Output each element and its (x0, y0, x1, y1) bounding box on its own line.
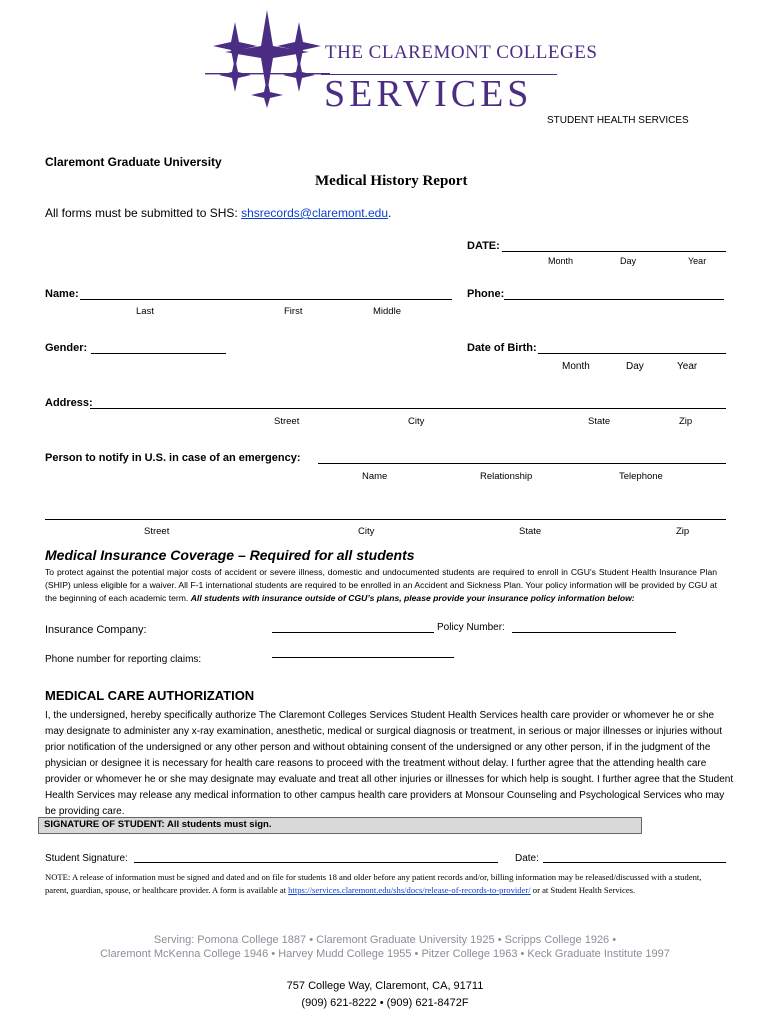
release-form-link[interactable]: https://services.claremont.edu/shs/docs/release-of-records-to-provider/ (288, 884, 531, 895)
insurance-emphasis: All students with insurance outside of CGU’s plans, please provide your insurance policy information below: (190, 593, 635, 603)
date-label: DATE: (467, 240, 500, 252)
dob-field[interactable] (538, 353, 726, 354)
name-label: Name: (45, 288, 79, 300)
dob-label: Date of Birth: (467, 342, 537, 354)
student-signature-field[interactable] (134, 862, 498, 863)
emergency-telephone-label: Telephone (619, 471, 663, 482)
submit-suffix: . (388, 206, 392, 220)
policy-number-label: Policy Number: (437, 622, 505, 633)
signature-bar (38, 817, 642, 834)
emergency-name-label: Name (362, 471, 388, 482)
emergency-state-label: State (519, 526, 542, 537)
address-label: Address: (45, 397, 93, 409)
logo (205, 8, 598, 115)
footer-phones: (909) 621-8222 • (909) 621-8472F (301, 997, 469, 1009)
stars-logo-icon (205, 8, 330, 110)
submit-prefix: All forms must be submitted to SHS: (45, 206, 242, 220)
gender-label: Gender: (45, 342, 88, 354)
emergency-address-field[interactable] (45, 519, 726, 520)
address-state-label: State (588, 416, 611, 427)
emergency-relationship-label: Relationship (480, 471, 533, 482)
logo-line-1: THE CLAREMONT COLLEGES (325, 42, 598, 63)
signature-date-label: Date: (515, 853, 539, 864)
gender-field[interactable] (91, 353, 226, 354)
signature-bar-text: SIGNATURE OF STUDENT: All students must sign. (44, 819, 272, 830)
emergency-city-label: City (358, 526, 375, 537)
date-month-label: Month (548, 256, 574, 266)
emergency-field[interactable] (318, 463, 726, 464)
dob-year-label: Year (677, 361, 698, 372)
release-note (45, 871, 725, 896)
insurance-company-field[interactable] (272, 632, 434, 633)
student-signature-label: Student Signature: (45, 853, 128, 864)
institution-name: Claremont Graduate University (45, 155, 222, 169)
emergency-zip-label: Zip (676, 526, 690, 537)
footer-address: 757 College Way, Claremont, CA, 91711 (286, 980, 484, 992)
phone-label: Phone: (467, 288, 505, 300)
name-field[interactable] (80, 299, 452, 300)
name-middle-label: Middle (373, 306, 401, 317)
name-last-label: Last (136, 306, 154, 317)
name-first-label: First (284, 306, 303, 317)
claims-phone-label: Phone number for reporting claims: (45, 654, 202, 665)
address-city-label: City (408, 416, 425, 427)
phone-field[interactable] (504, 299, 724, 300)
emergency-street-label: Street (144, 526, 170, 537)
insurance-body: To protect against the potential major costs of accident or severe illness, domestic and undocumented students are required to enroll in CGU’s Student Health Insurance Plan (SHIP) unless eligible for a waiver. All F-1 international students are required to be enrolled in an Accident and Sickness Plan. Your policy information will be provided by CGU at the beginning of each academic term. (45, 567, 717, 603)
date-day-label: Day (620, 256, 637, 266)
insurance-company-label: Insurance Company: (45, 624, 147, 636)
signature-date-field[interactable] (543, 862, 726, 863)
date-year-label: Year (688, 256, 707, 266)
page-title: Medical History Report (315, 173, 468, 189)
address-field[interactable] (90, 408, 726, 409)
policy-number-field[interactable] (512, 632, 676, 633)
insurance-text (45, 566, 717, 605)
release-note-text: NOTE: A release of information must be signed and dated and on file for students 18 and older before any patient records and/or, billing information may be released/discussed with a student, parent, guardian, spouse, or healthcare provider. A form is available at (45, 872, 702, 895)
footer-serving-line-2: Claremont McKenna College 1946 • Harvey Mudd College 1955 • Pitzer College 1963 • Keck Graduate Institute 1997 (100, 948, 670, 960)
submit-instruction (45, 206, 391, 220)
claims-phone-field[interactable] (272, 657, 454, 658)
address-street-label: Street (274, 416, 300, 427)
dob-month-label: Month (562, 361, 590, 372)
authorization-text: I, the undersigned, hereby specifically authorize The Claremont Colleges Services Student Health Services health care provider or whomever he or she may designate to administer any x-ray examination, anesthetic, medical or surgical diagnosis or treatment, in serious or major illnesses or injuries without prior notification of the undersigned or any other person and without obtaining consent of the undersigned or any other person, if in the judgment of the physician or designee it is necessary for health care reasons to proceed with the treatment without delay. I further agree that the attending health care provider or whomever he or she may designate may evaluate and treat all other injuries or illnesses for which help is sought. I further agree that the Student Health Services may release any medical information to other campus health care providers at Monsour Counseling and Psychological Services who may be providing care. (45, 710, 734, 817)
logo-line-2: SERVICES (324, 73, 533, 115)
date-field[interactable] (502, 251, 726, 252)
dob-day-label: Day (626, 361, 644, 372)
authorization-heading: MEDICAL CARE AUTHORIZATION (45, 688, 255, 703)
footer-serving-line-1: Serving: Pomona College 1887 • Claremont Graduate University 1925 • Scripps College 1926 • (153, 934, 617, 946)
insurance-heading: Medical Insurance Coverage – Required for all students (45, 547, 415, 563)
address-zip-label: Zip (679, 416, 693, 427)
release-note-suffix: or at Student Health Services. (530, 884, 636, 895)
submit-email-link[interactable]: shsrecords@claremont.edu (241, 206, 388, 220)
emergency-label: Person to notify in U.S. in case of an emergency: (45, 452, 301, 464)
department-name: STUDENT HEALTH SERVICES (547, 115, 689, 126)
